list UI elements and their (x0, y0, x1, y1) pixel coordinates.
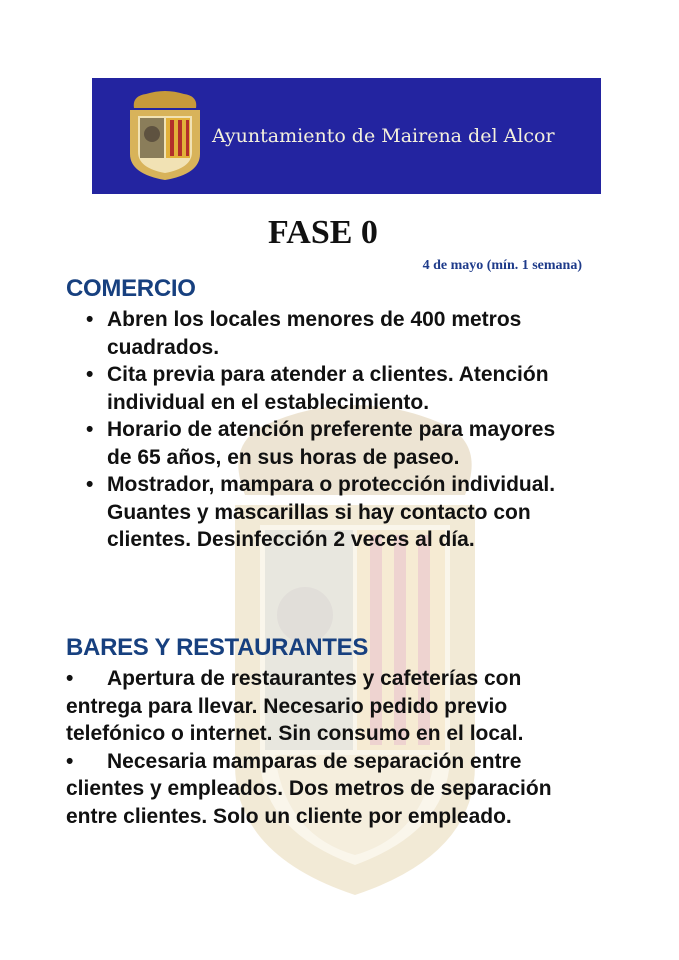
list-item-text: Horario de atención preferente para mayores de 65 años, en sus horas de paseo. (107, 418, 556, 469)
coat-of-arms-logo (126, 90, 204, 182)
list-item (66, 471, 607, 554)
comercio-list (66, 306, 626, 554)
list-item-text: Apertura de restaurantes y cafeterías con entrega para llevar. Necesario pedido previo telefónico o internet. Sin consumo en el local. (66, 667, 524, 745)
list-item-text: Mostrador, mampara o protección individual. Guantes y mascarillas si hay contacto con clientes. Desinfección 2 veces al día. (107, 473, 556, 551)
list-item (66, 361, 647, 416)
bullet: • (86, 363, 94, 386)
section-heading-bares-restaurantes: BARES Y RESTAURANTES (66, 634, 369, 661)
list-item (66, 665, 586, 748)
bullet: • (86, 308, 94, 331)
list-item-text: Necesaria mamparas de separación entre clientes y empleados. Dos metros de separación entre clientes. Solo un cliente por empleado. (66, 749, 552, 828)
phase-date: 4 de mayo (mín. 1 semana) (422, 258, 582, 273)
bullet: • (66, 749, 74, 773)
header-banner (92, 78, 601, 194)
bullet: • (66, 667, 74, 690)
list-item-text: Cita previa para atender a clientes. Atención individual en el establecimiento. (107, 363, 549, 414)
bares-restaurantes-list (66, 665, 586, 830)
list-item (66, 748, 586, 831)
list-item (66, 306, 627, 361)
organization-name: Ayuntamiento de Mairena del Alcor (212, 125, 555, 147)
section-heading-comercio: COMERCIO (66, 275, 196, 302)
list-item-text: Abren los locales menores de 400 metros cuadrados. (107, 308, 522, 359)
list-item (66, 416, 577, 471)
page-title: FASE 0 (268, 214, 378, 251)
bullet: • (86, 418, 94, 441)
bullet: • (86, 473, 94, 496)
